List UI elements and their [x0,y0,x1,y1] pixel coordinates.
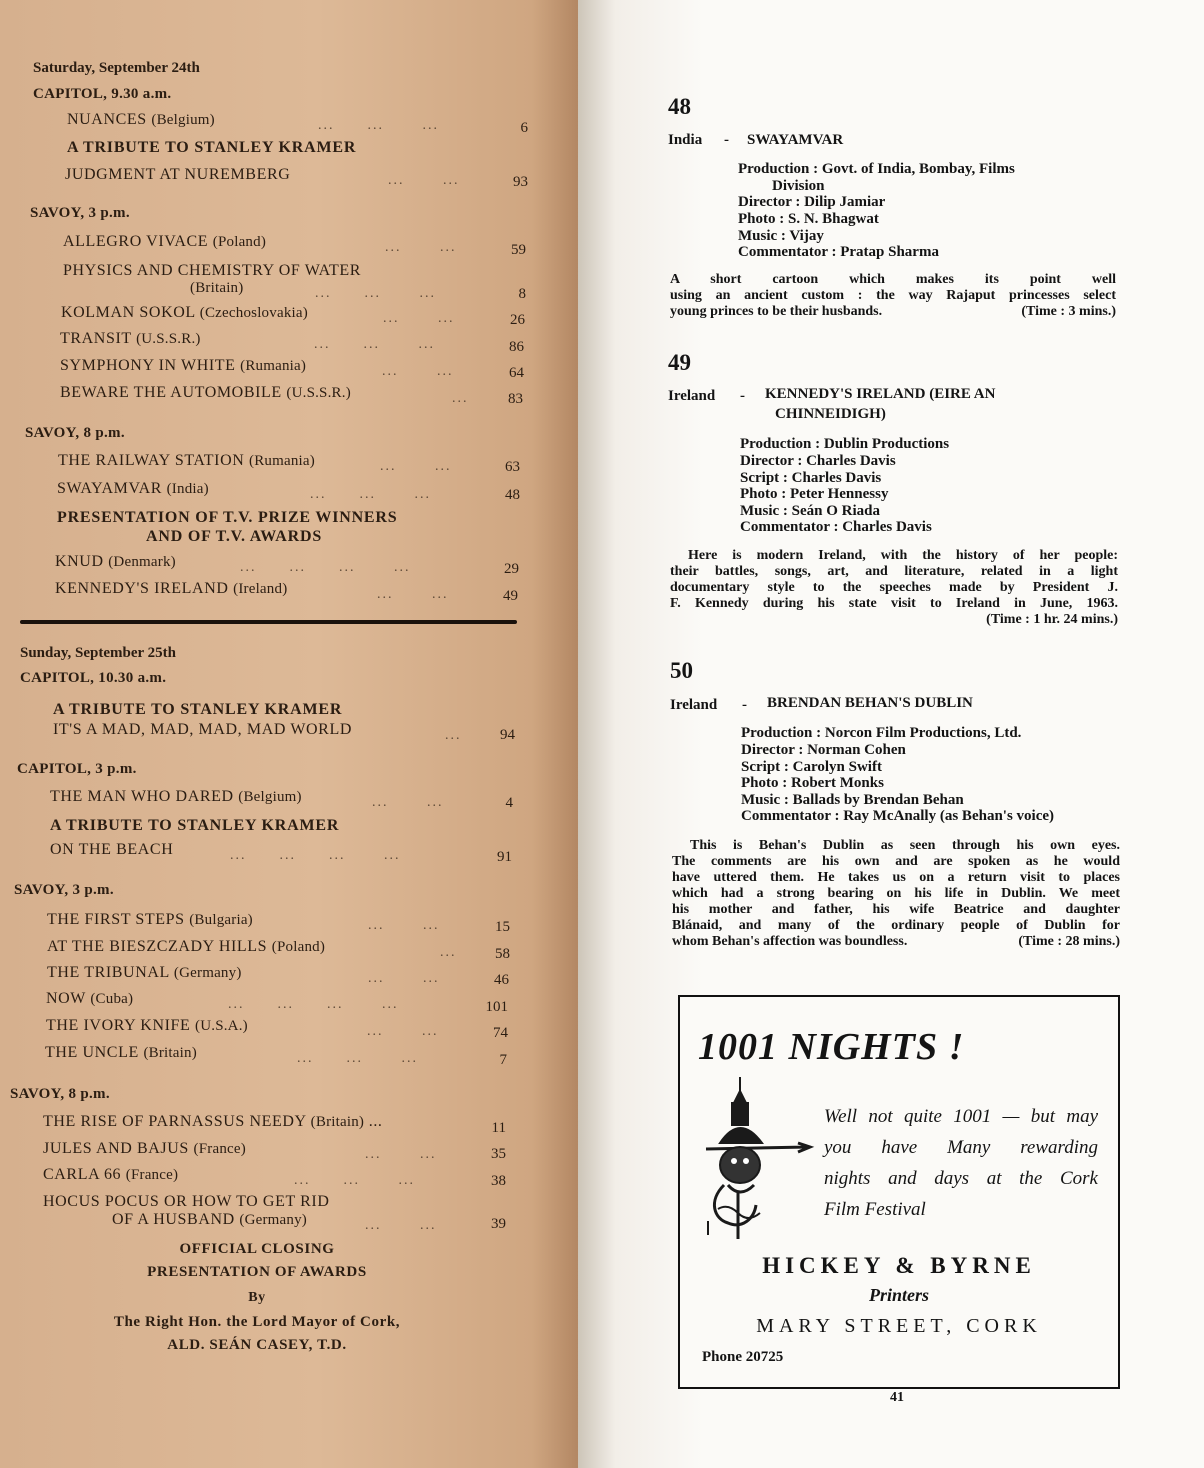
description-line: Blánaid, and many of the ordinary people of Dublin for [672,918,1120,933]
leader-dots: ... ... [377,587,449,602]
leader-dots: ... ... [385,240,457,255]
credit-line: Photo : Robert Monks [741,775,884,791]
catalogue-number: 93 [513,174,528,190]
ad-message-line: Well not quite 1001 — but may [824,1106,1098,1127]
film-title: THE MAN WHO DARED [50,788,234,805]
film-country: (Rumania) [249,453,315,469]
film-title: THE IVORY KNIFE [46,1017,191,1034]
leader-dots: ... ... [368,971,440,986]
cork-tower-illustration [698,1073,816,1241]
film-country: (India) [166,481,209,497]
entry-number: 50 [670,658,693,683]
ad-message-line: Film Festival [824,1199,926,1220]
leader-dots: ... ... [380,459,452,474]
film-title: SWAYAMVAR [57,480,162,497]
film-title: NUANCES [67,111,147,128]
film-entry [53,721,352,739]
film-title: THE RAILWAY STATION [58,452,245,469]
programme-schedule-page [0,0,578,1468]
entry-dash: - [742,697,747,713]
film-country: (U.S.S.R.) [136,331,201,347]
credit-line: Photo : Peter Hennessy [740,486,889,502]
film-country: (Britain) [143,1045,197,1061]
description-line: The comments are his own and are spoken as he would [672,854,1120,869]
film-entry [190,279,243,297]
leader-dots: ... [440,945,457,960]
description-line: his mother and father, his wife Beatrice and daughter [672,902,1120,917]
catalogue-number: 83 [508,391,523,407]
venue-heading: SAVOY, 3 p.m. [30,205,130,221]
film-country: (Ireland) [233,581,288,597]
film-title: JULES AND BAJUS [43,1140,189,1157]
entry-dash: - [724,132,729,148]
film-country: (Poland) [271,939,326,955]
film-entry [61,304,308,322]
entry-country: Ireland [670,697,718,713]
entry-number: 49 [668,350,691,375]
film-country: (Bulgaria) [189,912,253,928]
film-entry [46,990,133,1008]
film-title: BEWARE THE AUTOMOBILE [60,384,282,401]
printer-subtitle: Printers [868,1285,929,1305]
venue-heading: CAPITOL, 3 p.m. [17,761,137,777]
film-title: NOW [46,990,86,1007]
film-country: (Cuba) [90,991,134,1007]
film-entry [43,1140,246,1158]
sunday-heading: Sunday, September 25th [20,645,177,661]
film-country: (France) [125,1167,179,1183]
film-entry [63,233,266,251]
entry-number: 48 [668,94,691,119]
catalogue-number: 63 [505,459,520,475]
film-description [670,548,1118,628]
leader-dots: ... ... [368,918,440,933]
ad-headline: 1001 NIGHTS ! [698,1026,965,1068]
leader-dots: ... ... ... [310,487,431,502]
film-entry [47,964,242,982]
catalogue-number: 49 [503,588,518,604]
film-country: (Britain) [310,1114,365,1130]
closing-heading: OFFICIAL CLOSING [179,1241,335,1257]
closing-presenter-name: ALD. SEÁN CASEY, T.D. [167,1337,347,1353]
leader-dots: ... ... [365,1147,437,1162]
catalogue-number: 6 [520,120,528,136]
catalogue-number: 4 [505,795,513,811]
venue-heading: CAPITOL, 10.30 a.m. [20,670,167,686]
credit-line: Script : Charles Davis [740,470,882,486]
credit-line: Music : Ballads by Brendan Behan [741,792,964,808]
catalogue-number: 38 [491,1173,506,1189]
leader-dots: ... ... ... ... [228,997,399,1012]
section-divider [20,620,517,624]
closing-heading: PRESENTATION OF AWARDS [147,1264,367,1280]
venue-heading: SAVOY, 3 p.m. [14,882,114,898]
film-title: CARLA 66 [43,1166,122,1183]
description-line: have uttered them. He takes us on a return visit to places [672,870,1120,885]
film-entry [50,841,173,859]
page-number: 41 [890,1390,904,1405]
film-title: ON THE BEACH [50,841,174,858]
film-entry [60,330,201,348]
description-line [670,304,1116,320]
film-entry [50,788,302,806]
description-line: F. Kennedy during his state visit to Ireland in June, 1963. [670,596,1118,611]
film-country: (Britain) [190,280,244,296]
film-country: (Germany) [239,1212,308,1228]
film-title: JUDGMENT AT NUREMBERG [65,166,291,183]
credit-line: Division [772,178,825,194]
film-title: THE RISE OF PARNASSUS NEEDY [43,1113,307,1130]
catalogue-number: 48 [505,487,520,503]
description-text: young princes to be their husbands. [670,304,883,319]
film-country: (Belgium) [151,112,215,128]
film-country: (U.S.S.R.) [286,385,351,401]
presentation-heading: PRESENTATION OF T.V. PRIZE WINNERS [57,509,398,526]
film-entry [58,452,315,470]
film-country: (Rumania) [240,358,307,374]
credit-line: Production : Dublin Productions [740,436,950,452]
running-time: (Time : 1 hr. 24 mins.) [986,612,1118,627]
saturday-heading: Saturday, September 24th [33,60,200,76]
printer-name: HICKEY & BYRNE [762,1253,1036,1278]
film-notes-page [578,0,1204,1468]
presentation-heading: AND OF T.V. AWARDS [146,528,323,545]
description-text: whom Behan's affection was boundless. [672,934,908,949]
film-title: KOLMAN SOKOL [61,304,196,321]
film-country: (Belgium) [238,789,302,805]
film-entry: THE RISE OF PARNASSUS NEEDY (Britain) ... [43,1113,383,1130]
leader-dots: ... ... ... [297,1051,418,1066]
film-entry [112,1211,307,1229]
description-line: A short cartoon which makes its point well [670,272,1116,287]
film-title: OF A HUSBAND [112,1211,235,1228]
entry-title: BRENDAN BEHAN'S DUBLIN [767,695,973,711]
credit-line: Music : Vijay [738,228,824,244]
film-country: (Germany) [173,965,242,981]
catalogue-number: 11 [491,1120,506,1136]
running-time: (Time : 28 mins.) [1018,934,1120,949]
credit-line: Commentator : Charles Davis [740,519,932,535]
closing-by: By [248,1290,266,1305]
leader-dots: ... ... [383,311,455,326]
film-country: (Poland) [212,234,267,250]
catalogue-number: 7 [499,1052,507,1068]
leader-dots: ... ... ... ... [230,848,401,863]
printer-address: MARY STREET, CORK [756,1315,1042,1337]
catalogue-number: 15 [495,919,510,935]
film-title: ALLEGRO VIVACE [63,233,209,250]
catalogue-number: 46 [494,972,509,988]
credit-line: Director : Charles Davis [740,453,896,469]
description-line: which had a strong bearing on his life in Dublin. We meet [672,886,1120,901]
entry-country: Ireland [668,388,716,404]
description-line: Here is modern Ireland, with the history of her people: [688,548,1118,563]
leader-dots: ... [445,728,462,743]
film-entry [45,1044,197,1062]
film-entry [47,911,253,929]
film-title: TRANSIT [60,330,132,347]
ad-message [824,1101,1098,1225]
film-entry [55,580,287,598]
film-title: THE TRIBUNAL [47,964,170,981]
description-line [672,934,1120,950]
film-country: (Czechoslovakia) [199,305,308,321]
film-entry [43,1166,178,1184]
running-time: (Time : 3 mins.) [1021,304,1116,319]
leader-dots: ... ... [365,1218,437,1233]
leader-dots: ... ... [388,173,460,188]
tribute-heading: A TRIBUTE TO STANLEY KRAMER [67,139,357,156]
film-title: PHYSICS AND CHEMISTRY OF WATER [63,262,362,279]
credit-line: Script : Carolyn Swift [741,759,882,775]
catalogue-number: 64 [509,365,524,381]
leader-dots: ... ... ... [315,286,436,301]
catalogue-number: 59 [511,242,526,258]
film-entry [55,553,176,571]
credit-line: Production : Norcon Film Productions, Ltd. [741,725,1022,741]
tribute-heading: A TRIBUTE TO STANLEY KRAMER [53,701,343,718]
film-title: SYMPHONY IN WHITE [60,357,236,374]
credit-line: Photo : S. N. Bhagwat [738,211,879,227]
leader-dots: ... ... ... [318,118,439,133]
venue-heading: SAVOY, 8 p.m. [10,1086,110,1102]
catalogue-number: 91 [497,849,512,865]
description-line: their battles, songs, art, and literature, related in a light [670,564,1118,579]
entry-title-continued: CHINNEIDIGH) [775,406,886,422]
entry-dash: - [740,388,745,404]
catalogue-number: 8 [518,286,526,302]
film-title: THE FIRST STEPS [47,911,185,928]
film-description [670,272,1116,320]
catalogue-number: 101 [485,999,508,1015]
film-title: IT'S A MAD, MAD, MAD, MAD WORLD [53,721,352,738]
catalogue-number: 39 [491,1216,506,1232]
film-title: THE UNCLE [45,1044,139,1061]
leader-dots: ... ... [367,1024,439,1039]
entry-country: India [668,132,703,148]
film-title: HOCUS POCUS OR HOW TO GET RID [43,1193,330,1210]
film-entry [63,262,361,280]
film-entry [43,1193,329,1211]
catalogue-number: 26 [510,312,525,328]
catalogue-number: 58 [495,946,510,962]
film-country: (Denmark) [108,554,176,570]
description-line: using an ancient custom : the way Rajaput princesses select [670,288,1116,303]
film-entry [57,480,209,498]
venue-heading: SAVOY, 8 p.m. [25,425,125,441]
entry-title: KENNEDY'S IRELAND (EIRE AN [765,386,996,402]
leader-dots: ... ... ... [314,337,435,352]
catalogue-number: 94 [500,727,515,743]
catalogue-number: 35 [491,1146,506,1162]
film-entry [67,111,215,129]
film-description [672,838,1120,950]
film-country: (U.S.A.) [195,1018,248,1034]
printer-advertisement [678,995,1120,1389]
film-title: KNUD [55,553,104,570]
leader-dots: ... ... [372,795,444,810]
film-entry [46,1017,248,1035]
leader-dots: ... ... ... [294,1173,415,1188]
catalogue-number: 86 [509,339,524,355]
catalogue-number: 29 [504,561,519,577]
film-title: KENNEDY'S IRELAND [55,580,229,597]
credit-line: Director : Dilip Jamiar [738,194,886,210]
tribute-heading: A TRIBUTE TO STANLEY KRAMER [50,817,340,834]
film-entry [60,384,351,402]
ad-message-line: nights and days at the Cork [824,1168,1098,1189]
film-title: AT THE BIESZCZADY HILLS [47,938,268,955]
entry-title: SWAYAMVAR [747,132,844,148]
film-country: (France) [193,1141,246,1157]
catalogue-number: 74 [493,1025,508,1041]
description-line: This is Behan's Dublin as seen through his own eyes. [690,838,1120,853]
credit-line: Director : Norman Cohen [741,742,906,758]
ad-message-line: you have Many rewarding [824,1137,1098,1158]
closing-presenter: The Right Hon. the Lord Mayor of Cork, [113,1314,401,1330]
credit-line: Production : Govt. of India, Bombay, Films [738,161,1015,177]
credit-line: Commentator : Ray McAnally (as Behan's voice) [741,808,1055,824]
film-entry [65,166,290,184]
leader-dots: ... ... [382,364,454,379]
credit-line: Music : Seán O Riada [740,503,881,519]
leader-dots: ... [452,391,469,406]
description-line: documentary style to the speeches made by President J. [670,580,1118,595]
film-entry [60,357,306,375]
film-entry [47,938,325,956]
credit-line: Commentator : Pratap Sharma [738,244,939,260]
printer-phone: Phone 20725 [702,1349,784,1365]
leader-dots: ... ... ... ... [240,560,411,575]
venue-heading: CAPITOL, 9.30 a.m. [33,86,172,102]
